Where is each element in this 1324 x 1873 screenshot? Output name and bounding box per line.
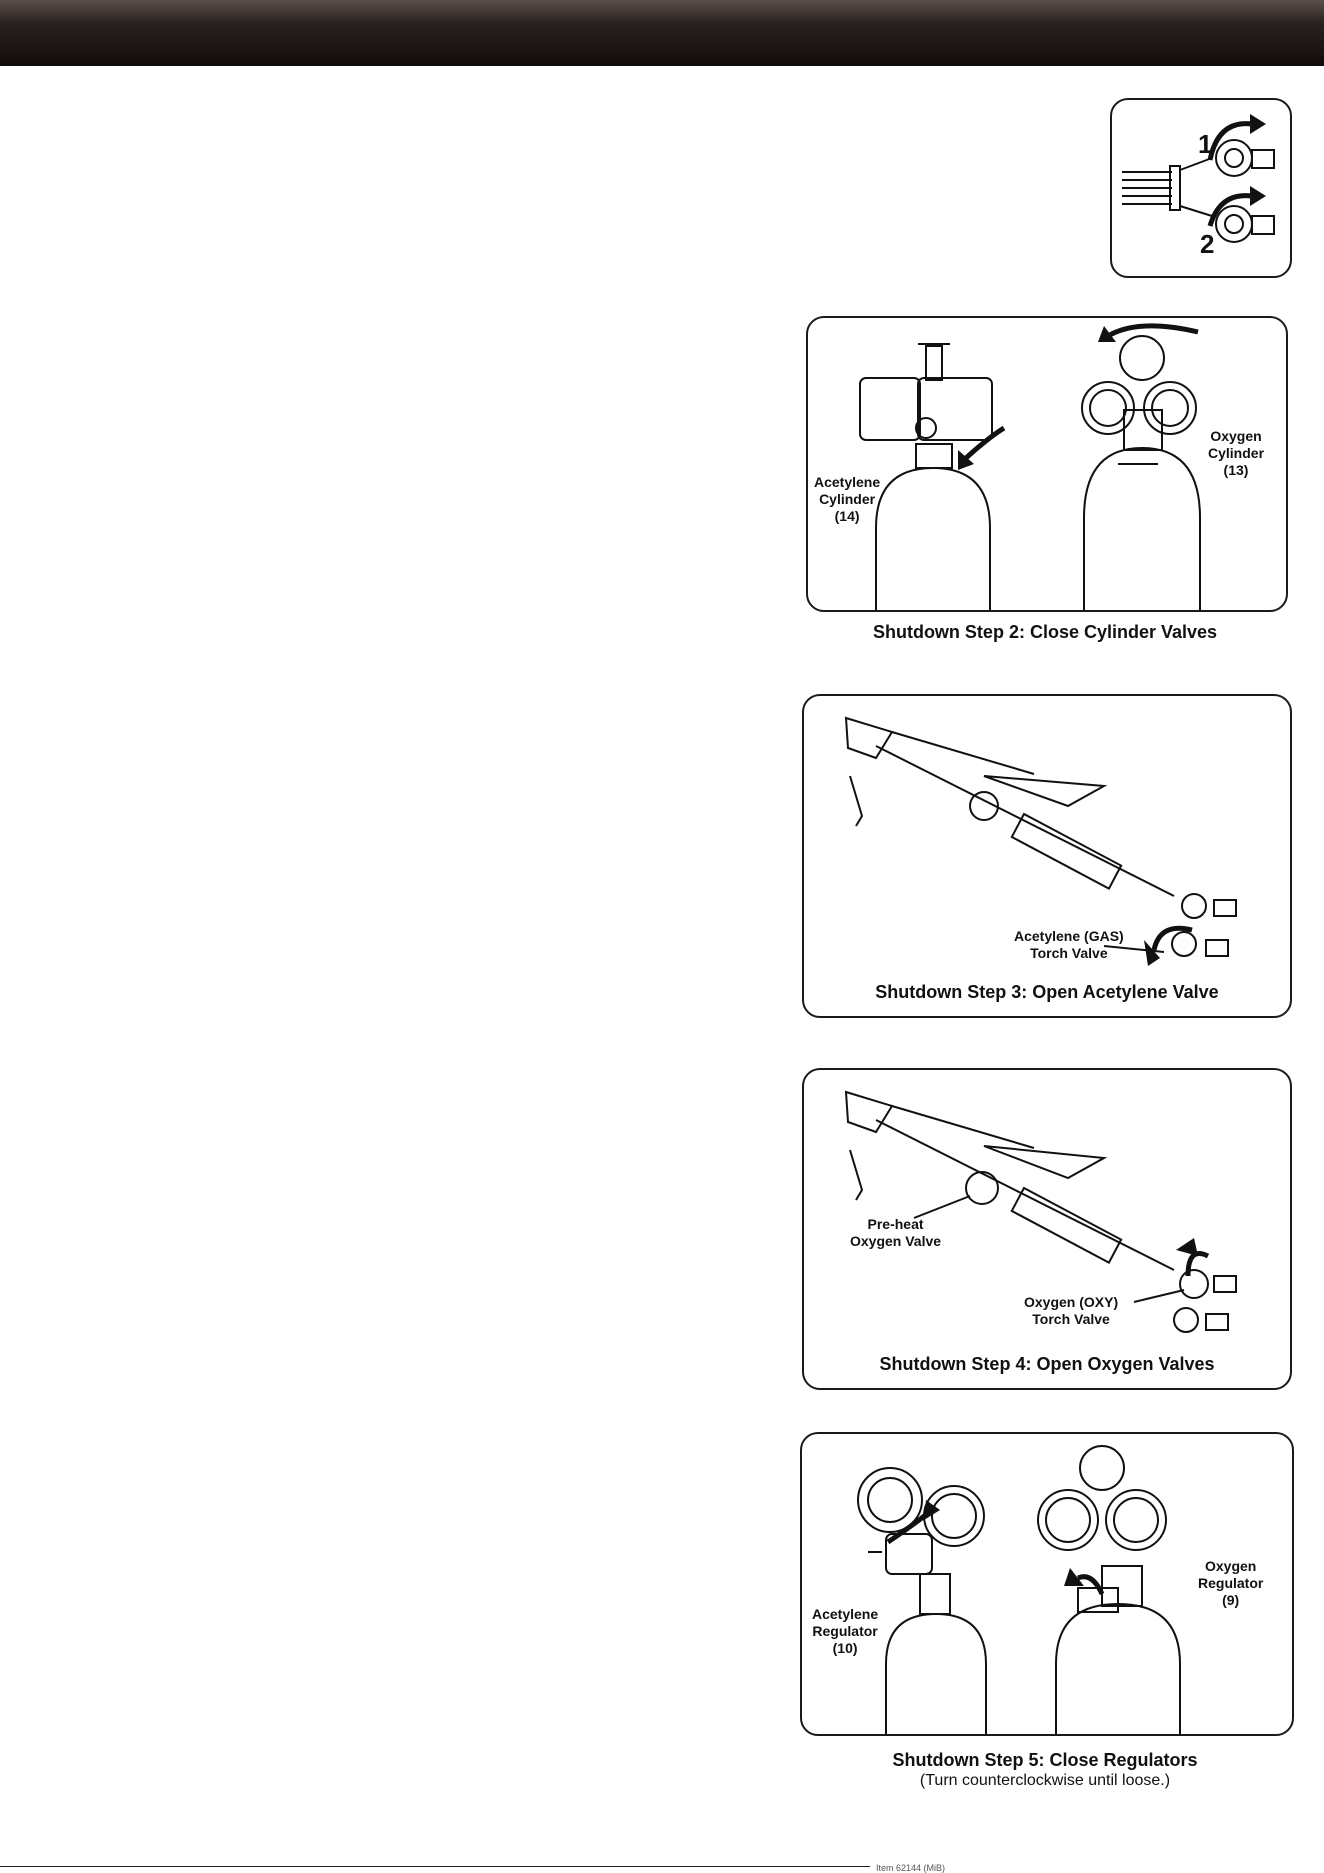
caption-step-5: Shutdown Step 5: Close Regulators	[892, 1750, 1198, 1770]
label-oxygen-cylinder: Oxygen Cylinder (13)	[1208, 428, 1265, 478]
label-acetylene-torch-valve: Acetylene (GAS) Torch Valve	[1014, 928, 1124, 961]
caption-step-2: Shutdown Step 2: Close Cylinder Valves	[872, 622, 1218, 642]
step-number-1: 1	[1198, 129, 1213, 159]
figure-close-cylinder-valves	[806, 316, 1288, 612]
label-acetylene-cylinder: Acetylene Cylinder (14)	[814, 474, 881, 524]
label-oxygen-regulator: Oxygen Regulator (9)	[1198, 1558, 1264, 1608]
header-bar	[0, 0, 1324, 66]
caption-step-4: Shutdown Step 4: Open Oxygen Valves	[879, 1354, 1215, 1374]
figure-torch-valve-detail	[1110, 98, 1292, 278]
label-oxygen-torch-valve: Oxygen (OXY) Torch Valve	[1024, 1294, 1119, 1327]
footer-text: Item 62144 (MiB)	[876, 1863, 946, 1873]
footer-rule	[0, 1866, 870, 1867]
torch-illustration-acetylene	[804, 696, 1290, 1016]
figure-open-oxygen-valves	[802, 1068, 1292, 1390]
figure-close-regulators	[800, 1432, 1294, 1736]
subcaption-step-5: (Turn counterclockwise until loose.)	[919, 1772, 1171, 1789]
label-preheat-oxygen-valve: Pre-heat Oxygen Valve	[850, 1216, 942, 1249]
caption-step-3: Shutdown Step 3: Open Acetylene Valve	[875, 982, 1219, 1002]
step-number-2: 2	[1200, 229, 1215, 259]
label-acetylene-regulator: Acetylene Regulator (10)	[812, 1606, 879, 1656]
figure-open-acetylene-valve	[802, 694, 1292, 1018]
